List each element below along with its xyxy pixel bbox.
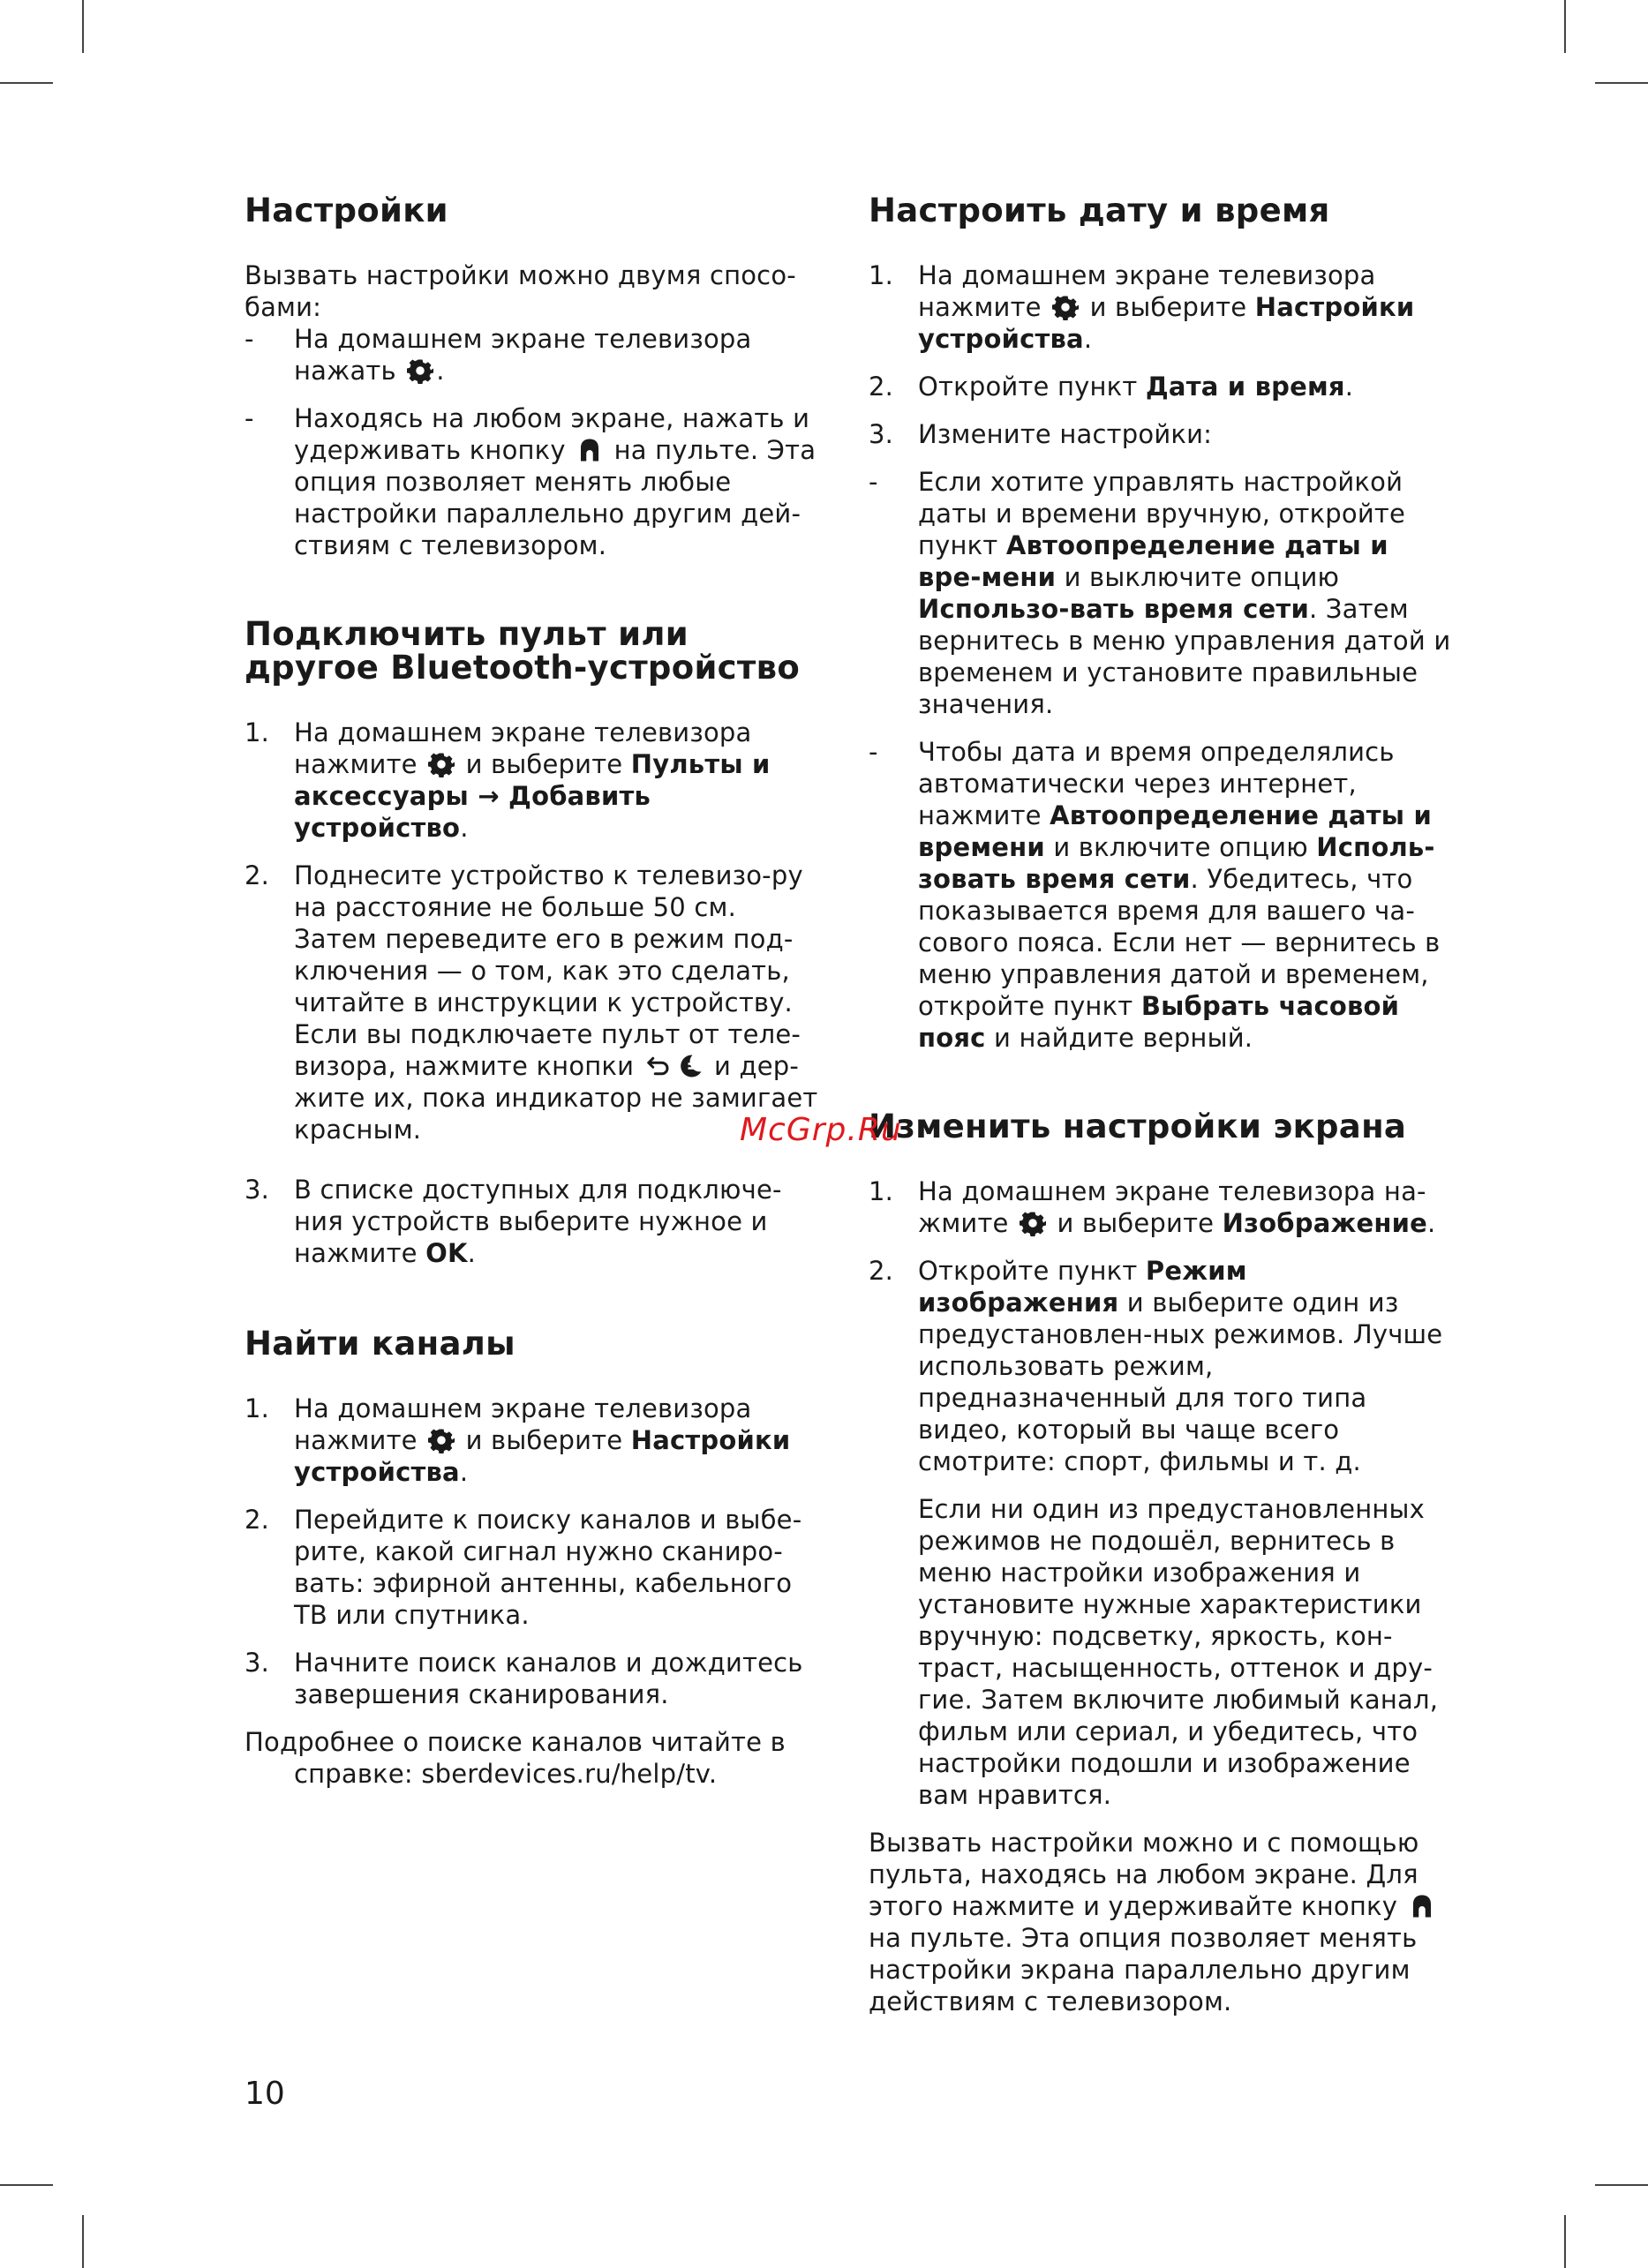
menu-path: Изображение (1222, 1208, 1428, 1238)
watermark: McGrp.Ru (740, 1112, 902, 1148)
list-item (869, 736, 1451, 1054)
list-marker: 2. (245, 1505, 270, 1535)
item-text: Измените настройки: (918, 419, 1213, 449)
home-icon (1409, 1893, 1435, 1919)
list-marker: - (245, 324, 254, 354)
gear-icon (428, 1427, 455, 1453)
crop-mark (1595, 82, 1648, 84)
item-text: На домашнем экране телевизора нажать (294, 324, 752, 386)
back-icon (645, 1053, 672, 1079)
menu-path: Настройки устройства (918, 292, 1415, 354)
section-datetime (869, 194, 1451, 1054)
item-text: Чтобы дата и время определялись автоматически через интернет, нажмите (918, 737, 1395, 830)
list-marker: - (869, 737, 878, 767)
steps-list (869, 1175, 1451, 1811)
list-item (869, 1255, 1451, 1811)
item-text: и выберите (465, 1425, 623, 1455)
item-text: Начните поиск каналов и дождитесь завершения сканирования. (294, 1648, 803, 1709)
list-marker: 2. (245, 860, 270, 890)
crop-mark (1595, 2184, 1648, 2186)
menu-path: Пульты и аксессуары → Добавить устройство (294, 749, 771, 843)
item-text: В списке доступных для подключе-ния устройств выберите нужное и нажмите (294, 1175, 782, 1268)
section-title: Настроить дату и время (869, 192, 1330, 229)
item-text: и выберите (1057, 1208, 1215, 1238)
list-item (245, 1647, 827, 1710)
item-text: Если хотите управлять настройкой даты и времени вручную, откройте пункт (918, 467, 1406, 560)
section-screen (869, 1110, 1451, 2017)
list-item (245, 860, 827, 1145)
list-item (245, 1174, 827, 1269)
list-item (869, 466, 1451, 720)
button-name: OK (425, 1238, 468, 1268)
item-text: На домашнем экране телевизора на-жмите (918, 1176, 1426, 1238)
section-settings (245, 194, 827, 561)
item-text: . (460, 813, 469, 843)
crop-mark (1564, 2215, 1566, 2268)
moon-icon (677, 1053, 704, 1079)
paragraph: Подробнее о поиске каналов читайте в справке: sberdevices.ru/help/tv. (245, 1727, 786, 1789)
list-marker: - (245, 403, 254, 433)
gear-icon (428, 751, 455, 777)
item-text: Поднесите устройство к телевизо-ру на расстояние не больше 50 см. Затем переведите его в режим под-ключения — о том, как это сделать, читайте в инструкции к устройству. Если вы подключаете пульт от теле-визора, нажмите кнопки (294, 860, 803, 1081)
item-text: и выберите (465, 749, 623, 779)
item-text: . (1427, 1208, 1436, 1238)
crop-mark (82, 0, 84, 53)
item-text: и выберите один из предустановлен-ных режимов. Лучше использовать режим, предназначенный для того типа видео, который вы чаще всего смотрите: спорт, фильмы и т. д. (918, 1288, 1443, 1476)
menu-path: Исполь-зовать время сети (918, 832, 1435, 894)
item-text: На домашнем экране телевизора нажмите (918, 260, 1376, 322)
item-text: . (1344, 372, 1354, 402)
menu-path: Выбрать часовой пояс (918, 991, 1400, 1053)
item-text: . (459, 1457, 469, 1487)
menu-path: Режим изображения (918, 1256, 1247, 1318)
section-connect (245, 615, 827, 1269)
item-text: и выберите (1089, 292, 1247, 322)
crop-mark (82, 2215, 84, 2268)
item-text: . Затем вернитесь в меню управления датой и временем и установите правильные значения. (918, 594, 1451, 719)
item-text: и найдите верный. (994, 1023, 1253, 1053)
item-text: Вызвать настройки можно и с помощью пульта, находясь на любом экране. Для этого нажмите и удерживайте кнопку (869, 1828, 1419, 1921)
list-marker: 1. (245, 1393, 270, 1423)
section-title: Изменить настройки экрана (869, 1108, 1407, 1145)
list-marker: 1. (245, 717, 270, 747)
section-title: Настройки (245, 192, 448, 229)
section-title: Найти каналы (245, 1325, 515, 1363)
item-text: и выключите опцию (1064, 562, 1340, 592)
list-marker: 3. (245, 1648, 270, 1678)
item-text: на пульте. Эта опция позволяет менять любые настройки параллельно другим дей-ствиям с телевизором. (294, 435, 816, 560)
list-marker: 3. (245, 1175, 270, 1205)
paragraph: Вызвать настройки можно двумя спосо-бами: (245, 260, 796, 322)
item-text: на пульте. Эта опция позволяет менять настройки экрана параллельно другим действиям с телевизором. (869, 1923, 1418, 2016)
item-text: . (436, 356, 445, 386)
section-title: Подключить пульт или другое Bluetooth-устройство (245, 615, 801, 687)
list-marker: 2. (869, 372, 894, 402)
item-text: Откройте пункт (918, 1256, 1138, 1286)
right-column (869, 194, 1451, 2017)
page-number: 10 (245, 2076, 285, 2112)
steps-list (869, 259, 1451, 1054)
paragraph: Если ни один из предустановленных режимов не подошёл, вернитесь в меню настройки изображения и установите нужные характеристики вручную: подсветку, яркость, кон-траст, насыщенность, оттенок и дру-гие. Затем включите любимый канал, фильм или сериал, и убедитесь, что настройки подошли и изображение вам нравится. (918, 1494, 1439, 1810)
left-column (245, 194, 827, 1790)
menu-path: Использо-вать время сети (918, 594, 1309, 624)
list-marker: 1. (869, 1176, 894, 1206)
list-item (245, 402, 827, 561)
options-list (245, 323, 827, 561)
gear-icon (407, 357, 433, 384)
item-text: . (467, 1238, 477, 1268)
menu-path: Автоопределение даты и вре-мени (918, 530, 1388, 592)
list-item (245, 1504, 827, 1631)
item-text: и дер-жите их, пока индикатор не замигает красным. (294, 1051, 818, 1145)
list-item (245, 1393, 827, 1488)
steps-list (245, 1393, 827, 1710)
list-item (245, 323, 827, 387)
list-item (869, 371, 1451, 402)
item-text: На домашнем экране телевизора нажмите (294, 717, 752, 779)
list-marker: 3. (869, 419, 894, 449)
list-item (869, 418, 1451, 450)
item-text: На домашнем экране телевизора нажмите (294, 1393, 752, 1455)
list-marker: 2. (869, 1256, 894, 1286)
steps-list (245, 717, 827, 1269)
gear-icon (1020, 1210, 1046, 1236)
item-text: и включите опцию (1053, 832, 1308, 862)
item-text: Перейдите к поиску каналов и выбе-рите, какой сигнал нужно сканиро-вать: эфирной антенны, кабельного ТВ или спутника. (294, 1505, 802, 1630)
paragraph (869, 1827, 1451, 2017)
menu-path: Автоопределение даты и времени (918, 800, 1433, 862)
list-item (245, 717, 827, 844)
crop-mark (0, 2184, 53, 2186)
item-text: . Убедитесь, что показывается время для вашего ча-сового пояса. Если нет — вернитесь в меню управления датой и временем, откройте пункт (918, 864, 1441, 1021)
gear-icon (1052, 294, 1079, 320)
item-text: Откройте пункт (918, 372, 1138, 402)
home-icon (576, 437, 603, 463)
list-marker: 1. (869, 260, 894, 290)
section-channels (245, 1327, 827, 1790)
list-item (869, 259, 1451, 355)
list-item (869, 1175, 1451, 1239)
item-text: . (1083, 324, 1093, 354)
list-marker: - (869, 467, 878, 497)
menu-path: Настройки устройства (294, 1425, 791, 1487)
menu-path: Дата и время (1145, 372, 1345, 402)
item-text: Находясь на любом экране, нажать и удерживать кнопку (294, 403, 810, 465)
crop-mark (1564, 0, 1566, 53)
crop-mark (0, 82, 53, 84)
